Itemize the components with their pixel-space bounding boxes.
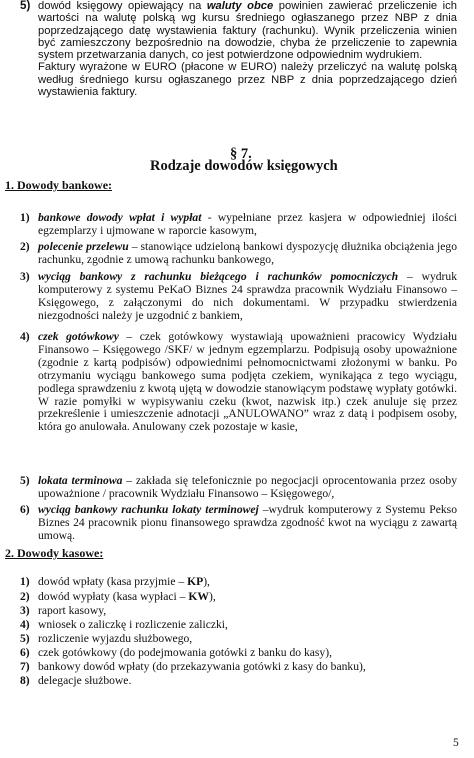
bank-item-text <box>38 475 457 501</box>
bank-item-term: bankowe dowody wpłat i wypłat <box>38 211 202 224</box>
bank-item-number: 3) <box>20 270 30 283</box>
cash-item-number: 6) <box>20 646 30 659</box>
cash-item-text: delegacje służbowe. <box>38 674 132 687</box>
intro-item-5-text <box>38 0 457 98</box>
intro-item-5-euro-paragraph: Faktury wyrażone w EURO (płacone w EURO) należy przeliczyć na walutę polską według średniego kursu ogłaszanego przez NBP z dnia poprzedzającego dzień wystawienia faktury. <box>38 61 457 99</box>
bank-item-desc: - wypełniane przez kasjera w odpowiedniej ilości egzemplarzy i ujmowane w raporcie kasowym, <box>38 211 457 237</box>
bank-item-term: wyciąg bankowy z rachunku bieżącego i rachunków pomocniczych <box>38 270 399 283</box>
bank-item-number: 4) <box>20 330 30 343</box>
intro-item-5-text-c: powinien zawierać przeliczenie ich wartości na walutę polską wg kursu średniego ogłaszanego przez NBP z dnia poprzedzającego datę wystawienia faktury (rachunku). Wynik przeliczenia winien być zamieszczony bezpośrednio na dowodzie, chyba że przeliczenie to zapewnia system przetwarzania danych, co jest potwierdzone odpowiednim wydrukiem. <box>38 0 457 62</box>
bank-item-number: 5) <box>20 474 30 487</box>
cash-item-number: 4) <box>20 618 30 631</box>
cash-item-suffix: ), <box>209 590 216 603</box>
cash-item-number: 8) <box>20 674 30 687</box>
cash-item-text: wniosek o zaliczkę i rozliczenie zaliczki, <box>38 618 228 631</box>
bank-item-number: 6) <box>20 503 30 516</box>
cash-item-text <box>38 591 216 604</box>
cash-item-label: dowód wpłaty (kasa przyjmie – <box>38 575 188 588</box>
bank-item-text <box>38 271 457 323</box>
bank-item-desc: – stanowiące udzieloną bankowi dyspozycję dłużnika obciążenia jego rachunku, zgodnie z umową rachunku bankowego, <box>38 240 457 266</box>
intro-item-5-text-a: dowód księgowy opiewający na <box>38 0 207 12</box>
bank-item-number: 1) <box>20 211 30 224</box>
cash-item-number: 2) <box>20 590 30 603</box>
page-number: 5 <box>453 737 459 749</box>
bank-item-term: wyciąg bankowy rachunku lokaty terminowej <box>38 503 259 516</box>
bank-item-desc: –wydruk komputerowy z Systemu Pekso Biznes 24 pracownik pionu finansowego sprawdza zgodność kwot na wyciągu z zawartą umową. <box>38 503 457 542</box>
section-number: § 7. <box>230 146 252 162</box>
section-title: Rodzaje dowodów księgowych <box>150 158 338 174</box>
cash-item-number: 7) <box>20 660 30 673</box>
cash-item-text: raport kasowy, <box>38 604 107 617</box>
cash-item-label: dowód wypłaty (kasa wypłaci – <box>38 590 189 603</box>
cash-item-text: bankowy dowód wpłaty (do przekazywania gotówki z kasy do banku), <box>38 660 366 673</box>
cash-item-number: 5) <box>20 632 30 645</box>
intro-item-5-number: 5) <box>20 0 31 12</box>
bank-item-term: polecenie przelewu <box>38 240 129 253</box>
bank-item-desc: – wydruk komputerowy z systemu PeKaO Biznes 24 sprawdza pracownik Wydziału Finansowo – Księgowego, z załączonymi do nich dokumentami. W przypadku stwierdzenia niezgodności należy je uzgodnić z bankiem, <box>38 270 458 322</box>
cash-item-text: rozliczenie wyjazdu służbowego, <box>38 632 193 645</box>
bank-item-4 <box>20 331 457 471</box>
cash-item-suffix: ), <box>203 575 210 588</box>
bank-item-2 <box>20 241 457 267</box>
bank-documents-heading: 1. Dowody bankowe: <box>5 178 113 192</box>
cash-item-text: czek gotówkowy (do podejmowania gotówki z banku do kasy), <box>38 646 332 659</box>
bank-item-text <box>38 504 457 543</box>
cash-item-number: 3) <box>20 604 30 617</box>
bank-item-term: lokata terminowa <box>38 474 123 487</box>
bank-item-number: 2) <box>20 240 30 253</box>
bank-item-3 <box>20 271 457 326</box>
cash-item-code: KW <box>188 590 209 603</box>
bank-item-text <box>38 212 457 238</box>
bank-item-5 <box>20 475 457 501</box>
bank-item-text <box>38 331 457 434</box>
bank-item-desc: – zakłada się telefonicznie po negocjacji oprocentowania przez osoby upoważnione / pracownik Wydziału Finansowo – Księgowego/, <box>38 474 458 500</box>
intro-item-5 <box>20 0 457 145</box>
cash-item-code: KP <box>187 575 204 588</box>
bank-item-desc: – czek gotówkowy wystawiają upoważnieni pracowicy Wydziału Finansowo – Księgowego /SKF/ w jednym egzemplarzu. Podpisują osoby upoważnione (zgodnie z kartą podpisów) odpowiednimi pełnomocnictwami złożonymi w banku. Po otrzymaniu wyciągu bankowego suma podjęta czekiem, wynikająca z tego wyciągu, podlega sprawdzeniu z kwotą ujętą w dowodzie stanowiącym podstawę wypłaty gotówki. W razie pomyłki w wypisywaniu czeku (kwot, nazwisk itp.) czek anuluje się przez przekreślenie i umieszczenie adnotacji „ANULOWANO” wraz z datą i podpisem osoby, która go anulowała. Anulowany czek pozostaje w kasie, <box>38 330 457 434</box>
intro-item-5-term: waluty obce <box>206 0 274 12</box>
cash-documents-heading: 2. Dowody kasowe: <box>5 546 104 560</box>
bank-item-6 <box>20 504 457 544</box>
bank-item-1 <box>20 212 457 238</box>
bank-item-term: czek gotówkowy <box>38 330 119 343</box>
bank-item-text <box>38 241 457 267</box>
cash-item-number: 1) <box>20 575 30 588</box>
cash-item-text <box>38 576 210 589</box>
